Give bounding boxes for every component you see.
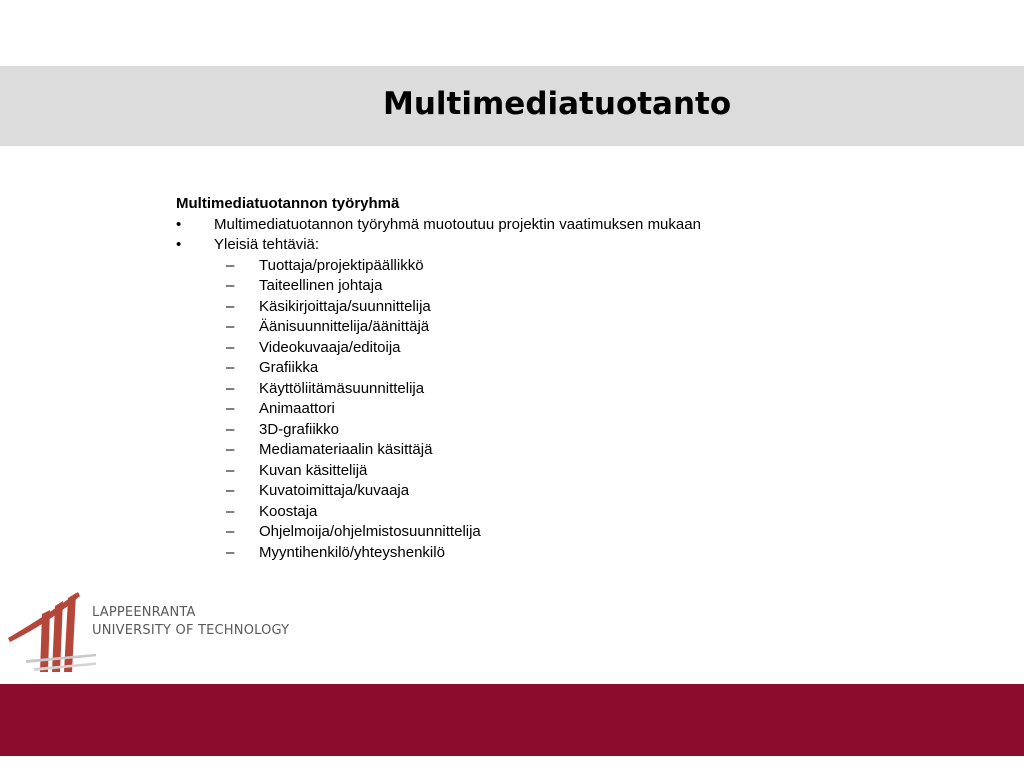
task-item	[176, 440, 876, 461]
bullet-text: Multimediatuotannon työryhmä muotoutuu projektin vaatimuksen mukaan	[214, 215, 701, 233]
bullet-text: Yleisiä tehtäviä:	[214, 236, 320, 253]
task-item	[176, 543, 876, 564]
slide-content	[176, 194, 876, 563]
task-text: Animaattori	[259, 400, 335, 417]
task-item	[176, 399, 876, 420]
dash-marker: –	[226, 297, 235, 315]
bullet-marker: •	[176, 215, 182, 233]
task-text: Kuvan käsittelijä	[259, 461, 368, 479]
dash-marker: –	[226, 543, 235, 561]
dash-marker: –	[226, 277, 235, 294]
section-heading: Multimediatuotannon työryhmä	[176, 195, 400, 212]
task-item	[176, 256, 876, 277]
dash-marker: –	[226, 420, 235, 438]
dash-marker: –	[226, 461, 235, 479]
task-item	[176, 276, 876, 297]
task-text: Käyttöliitämäsuunnittelija	[259, 379, 425, 397]
slide-title: Multimediatuotanto	[383, 86, 732, 122]
dash-marker: –	[226, 359, 235, 376]
bullet-item	[176, 215, 876, 236]
task-text: Koostaja	[259, 502, 318, 520]
bullet-marker: •	[176, 236, 182, 253]
task-text: Mediamateriaalin käsittäjä	[259, 441, 433, 458]
logo-text-line-1: LAPPEENRANTA	[92, 605, 196, 620]
task-item	[176, 297, 876, 318]
dash-marker: –	[226, 482, 235, 499]
task-item	[176, 481, 876, 502]
bullet-list	[176, 215, 876, 256]
task-item	[176, 317, 876, 338]
university-logo	[6, 588, 302, 678]
dash-marker: –	[226, 379, 235, 397]
task-item	[176, 420, 876, 441]
task-text: Ohjelmoija/ohjelmistosuunnittelija	[259, 523, 481, 540]
logo-text-line-2: UNIVERSITY OF TECHNOLOGY	[92, 623, 290, 638]
task-item	[176, 379, 876, 400]
dash-marker: –	[226, 256, 235, 274]
task-text: Kuvatoimittaja/kuvaaja	[259, 482, 410, 499]
task-text: 3D-grafiikko	[259, 420, 340, 438]
task-text: Taiteellinen johtaja	[259, 277, 383, 294]
dash-marker: –	[226, 338, 235, 356]
dash-marker: –	[226, 523, 235, 540]
university-emblem-icon	[6, 588, 96, 678]
task-item	[176, 338, 876, 359]
task-text: Grafiikka	[259, 359, 319, 376]
dash-marker: –	[226, 400, 235, 417]
dash-marker: –	[226, 318, 235, 335]
dash-marker: –	[226, 441, 235, 458]
task-text: Tuottaja/projektipäällikkö	[259, 256, 424, 274]
task-item	[176, 502, 876, 523]
task-text: Videokuvaaja/editoija	[259, 338, 401, 356]
task-list	[176, 256, 876, 564]
task-item	[176, 461, 876, 482]
task-item	[176, 522, 876, 543]
task-text: Myyntihenkilö/yhteyshenkilö	[259, 543, 445, 561]
task-item	[176, 358, 876, 379]
bullet-item	[176, 235, 876, 256]
task-text: Äänisuunnittelija/äänittäjä	[259, 318, 430, 335]
task-text: Käsikirjoittaja/suunnittelija	[259, 297, 431, 315]
dash-marker: –	[226, 502, 235, 520]
footer-band	[0, 684, 1024, 756]
